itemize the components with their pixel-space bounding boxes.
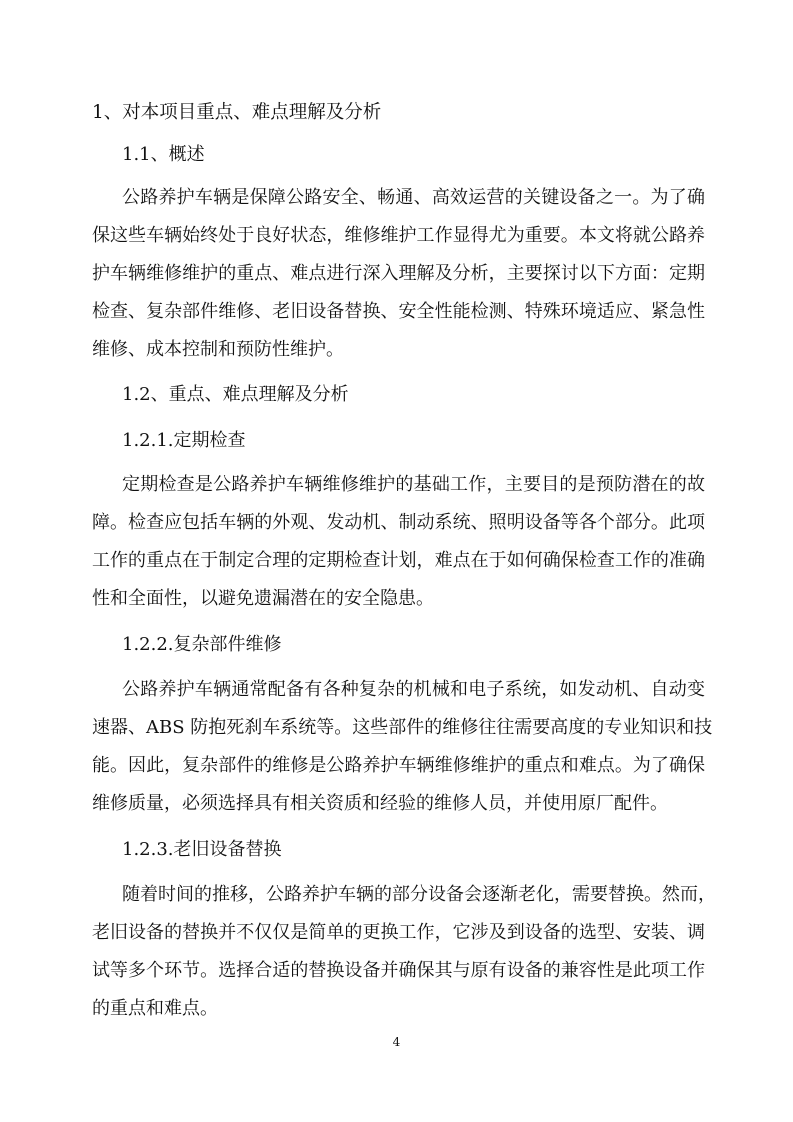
paragraph-line: 护车辆维修维护的重点、难点进行深入理解及分析，主要探讨以下方面：定期 xyxy=(92,263,705,284)
subsection-title: 1.2.3.老旧设备替换 xyxy=(122,839,282,860)
subsection-title: 1.2.1.定期检查 xyxy=(122,430,246,451)
paragraph-line: 老旧设备的替换并不仅仅是简单的更换工作，它涉及到设备的选型、安装、调 xyxy=(92,922,705,943)
section-heading: 1、对本项目重点、难点理解及分析 xyxy=(92,102,382,123)
paragraph-line: 保这些车辆始终处于良好状态，维修维护工作显得尤为重要。本文将就公路养 xyxy=(92,225,705,246)
paragraph-line: 维修、成本控制和预防性维护。 xyxy=(92,339,344,360)
paragraph-line: 随着时间的推移，公路养护车辆的部分设备会逐渐老化，需要替换。然而， xyxy=(122,884,716,905)
paragraph-line: 检查、复杂部件维修、老旧设备替换、安全性能检测、特殊环境适应、紧急性 xyxy=(92,301,705,322)
paragraph-line: 维修质量，必须选择具有相关资质和经验的维修人员，并使用原厂配件。 xyxy=(92,793,668,814)
paragraph-line: 公路养护车辆是保障公路安全、畅通、高效运营的关键设备之一。为了确 xyxy=(122,187,705,208)
subsection-title: 1.1、概述 xyxy=(122,144,205,165)
paragraph-line: 的重点和难点。 xyxy=(92,998,218,1019)
paragraph-line: 障。检查应包括车辆的外观、发动机、制动系统、照明设备等各个部分。此项 xyxy=(92,512,705,533)
page-number: 4 xyxy=(392,1035,401,1049)
paragraph-line: 工作的重点在于制定合理的定期检查计划，难点在于如何确保检查工作的准确 xyxy=(92,550,705,571)
paragraph-line: 能。因此，复杂部件的维修是公路养护车辆维修维护的重点和难点。为了确保 xyxy=(92,755,705,776)
paragraph-line: 定期检查是公路养护车辆维修维护的基础工作，主要目的是预防潜在的故 xyxy=(122,474,705,495)
paragraph-line: 公路养护车辆通常配备有各种复杂的机械和电子系统，如发动机、自动变 xyxy=(122,679,705,700)
paragraph-line: 速器、ABS 防抱死刹车系统等。这些部件的维修往往需要高度的专业知识和技 xyxy=(92,717,713,738)
paragraph-line: 性和全面性，以避免遗漏潜在的安全隐患。 xyxy=(92,588,434,609)
subsection-title: 1.2、重点、难点理解及分析 xyxy=(122,384,349,405)
paragraph-line: 试等多个环节。选择合适的替换设备并确保其与原有设备的兼容性是此项工作 xyxy=(92,960,705,981)
subsection-title: 1.2.2.复杂部件维修 xyxy=(122,634,282,655)
